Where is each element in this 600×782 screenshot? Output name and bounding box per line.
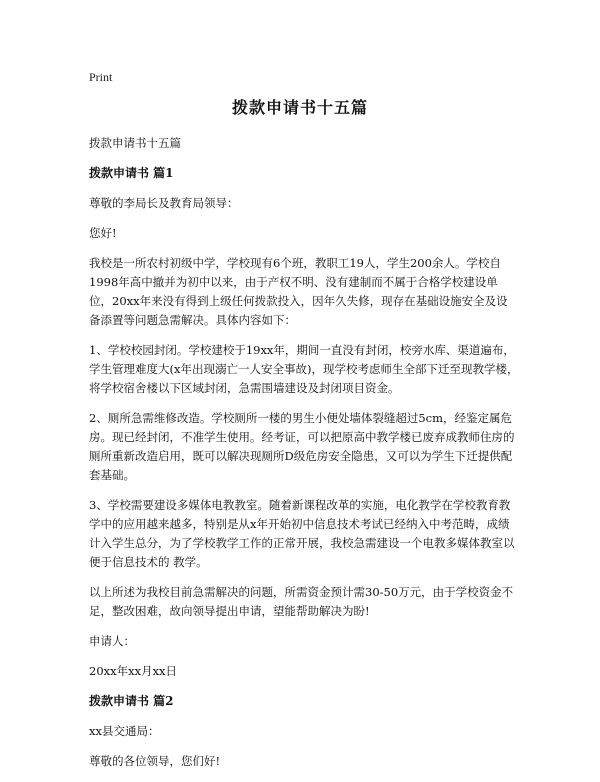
item-paragraph-3: 3、学校需要建设多媒体电教教室。随着新课程改革的实施，电化教学在学校教育教学中的应用越来越多，特别是从x年开始初中信息技术考试已经纳入中考范畴，成绩计入学生总分，为了学校教学工作的正常开展，我校急需建设一个电教多媒体教室以便于信息技术的 教学。 [89,498,515,569]
salutation: 尊敬的李局长及教育局领导： [89,196,239,210]
section2-recipient: xx县交通局： [89,724,160,738]
conclusion-paragraph: 以上所述为我校目前急需解决的问题，所需资金预计需30-50万元，由于学校资金不足，整改困难，故向领导提出申请，望能帮助解决为盼! [89,585,514,618]
intro-paragraph: 我校是一所农村初级中学，学校现有6个班，教职工19人，学生200余人。学校自1998年高中撤并为初中以来，由于产权不明、没有建制而不属于合格学校建设单位，20xx年来没有得到上级任何拨款投入，因年久失修，现存在基础设施安全及设备添置等问题急需解决。具体内容如下： [89,256,508,327]
item-paragraph-2: 2、厕所急需维修改造。学校厕所一楼的男生小便处墙体裂缝超过5cm，经鉴定属危房。现已经封闭，不准学生使用。经考证，可以把原高中教学楼已废弃成教师住房的厕所重新改造启用，既可以解决现厕所D级危房安全隐患，又可以为学生下迁提供配套基础。 [89,411,515,482]
page-title: 拨款申请书十五篇 [231,98,368,117]
item-paragraph-1: 1、学校校园封闭。学校建校于19xx年，期间一直没有封闭，校旁水库、渠道遍布，学生管理难度大(x年出现溺亡一人安全事故)，现学校考虑师生全部下迁至现教学楼，将学校宿舍楼以下区域封闭，急需围墙建设及封闭项目资金。 [89,343,519,395]
print-link[interactable]: Print [89,70,113,84]
greeting: 您好! [89,226,117,240]
document-subtitle: 拨款申请书十五篇 [89,136,181,150]
section2-greeting: 尊敬的各位领导，您们好! [89,754,221,768]
section-heading-1: 拨款申请书 篇1 [89,166,174,180]
document-body [89,134,519,782]
applicant-line: 申请人： [89,634,135,648]
section-heading-2: 拨款申请书 篇2 [89,694,174,708]
date-line: 20xx年xx月xx日 [89,664,178,678]
